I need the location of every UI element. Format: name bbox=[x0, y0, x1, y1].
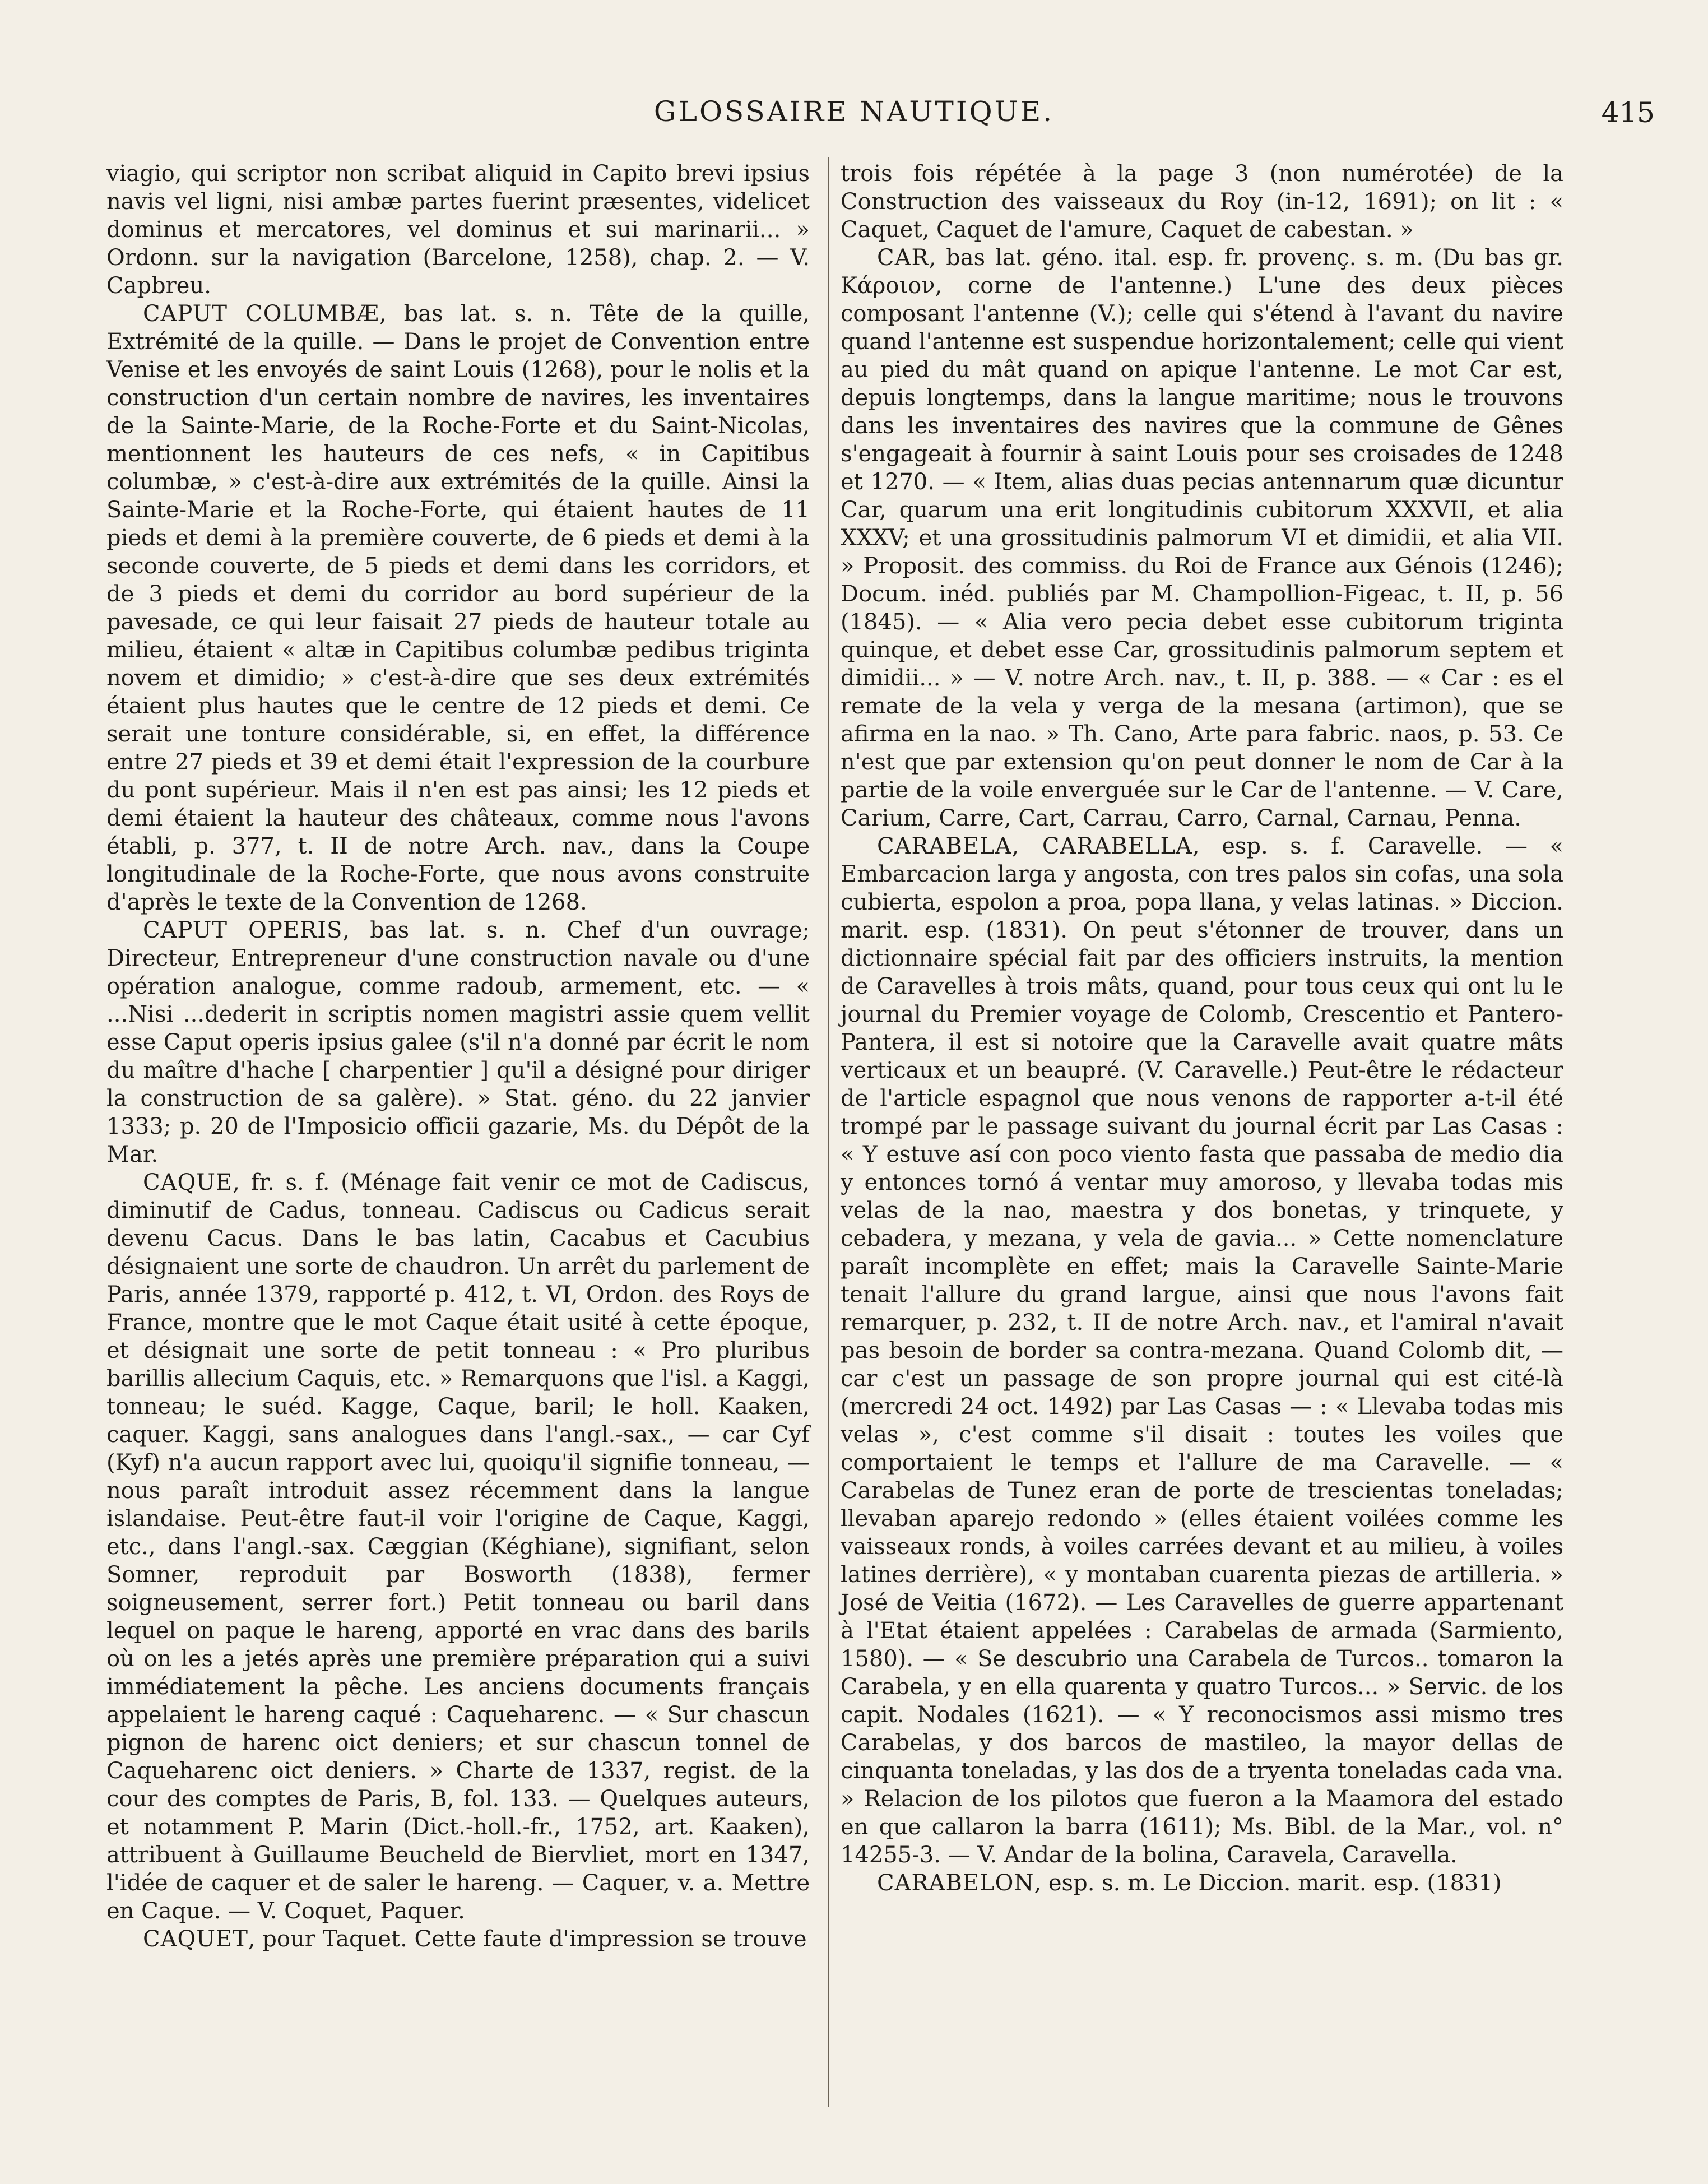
continuation-paragraph: viagio, qui scriptor non scribat aliquid in Capito brevi ipsius navis vel ligni, nisi ambæ partes fuerint præsentes, videlicet dominus et mercatores, vel dominus et sui marinarii... » Ordonn. sur la navigation (Barcelone, 1258), chap. 2. — V. Capbreu. bbox=[106, 161, 810, 299]
headword: CAQUE bbox=[143, 1170, 233, 1195]
headword: CARABELA, CARABELLA bbox=[877, 833, 1192, 859]
entry-text: , bas lat. s. n. Chef d'un ouvrage; Directeur, Entrepreneur d'une construction navale ou d'une opération analogue, comme radoub, armement, etc. — « ...Nisi ...dederit in scriptis nomen magistri assie quem vellit esse Caput operis ipsius galee (s'il n'a donné par écrit le nom du maître d'hache [ charpentier ] qu'il a désigné pour diriger la construction de sa galère). » Stat. géno. du 22 janvier 1333; p. 20 de l'Imposicio officii gazarie, Ms. du Dépôt de la Mar. bbox=[106, 917, 810, 1167]
right-column bbox=[841, 160, 1563, 1897]
running-head: GLOSSAIRE NAUTIQUE. bbox=[653, 95, 1055, 128]
entry-text: , pour Taquet. Cette faute d'impression se trouve bbox=[248, 1926, 807, 1952]
entry-car bbox=[841, 244, 1563, 832]
entry-text: , bas lat. s. n. Tête de la quille, Extrémité de la quille. — Dans le projet de Convention entre Venise et les envoyés de saint Louis (1268), pour le nolis et la construction d'un certain nombre de navires, les inventaires de la Sainte-Marie, de la Roche-Forte et du Saint-Nicolas, mentionnent les hauteurs de ces nefs, « in Capitibus columbæ, » c'est-à-dire aux extrémités de la quille. Ainsi la Sainte-Marie et la Roche-Forte, qui étaient hautes de 11 pieds et demi à la première couverte, de 6 pieds et demi à la seconde couverte, de 5 pieds et demi dans les corridors, et de 3 pieds et demi du corridor au bord supérieur de la pavesade, ce qui leur faisait 27 pieds de hauteur totale au milieu, étaient « altæ in Capitibus columbæ pedibus triginta novem et dimidio; » c'est-à-dire que ses deux extrémités étaient plus hautes que le centre de 12 pieds et demi. Ce serait une tonture considérable, si, en effet, la différence entre 27 pieds et 39 et demi était l'expression de la courbure du pont supérieur. Mais il n'en est pas ainsi; les 12 pieds et demi étaient la hauteur des châteaux, comme nous l'avons établi, p. 377, t. II de notre Arch. nav., dans la Coupe longitudinale de la Roche-Forte, que nous avons construite d'après le texte de la Convention de 1268. bbox=[106, 301, 810, 915]
left-column bbox=[106, 160, 810, 1953]
entry-text: , bas lat. géno. ital. esp. fr. provenç. s. m. (Du bas gr. Κάροιον, corne de l'antenne.) L'une des deux pièces composant l'antenne (V.); celle qui s'étend à l'avant du navire quand l'antenne est suspendue horizontalement; celle qui vient au pied du mât quand on apique l'antenne. Le mot Car est, depuis longtemps, dans la langue maritime; nous le trouvons dans les inventaires des navires que la commune de Gênes s'engageait à fournir à saint Louis pour ses croisades de 1248 et 1270. — « Item, alias duas pecias antennarum quæ dicuntur Car, quarum una erit longitudinis cubitorum XXXVII, et alia XXXV; et una grossitudinis palmorum VI et dimidii, et alia VII. » Proposit. des commiss. du Roi de France aux Génois (1246); Docum. inéd. publiés par M. Champollion-Figeac, t. II, p. 56 (1845). — « Alia vero pecia debet esse cubitorum triginta quinque, et debet esse Car, grossitudinis palmorum septem et dimidii... » — V. notre Arch. nav., t. II, p. 388. — « Car : es el remate de la vela y verga de la mesana (artimon), que se afirma en la nao. » Th. Cano, Arte para fabric. naos, p. 53. Ce n'est que par extension qu'on peut donner le nom de Car à la partie de la voile enverguée sur le Car de l'antenne. — V. Care, Carium, Carre, Cart, Carrau, Carro, Carnal, Carnau, Penna. bbox=[841, 245, 1563, 831]
entry-caquet bbox=[106, 1925, 810, 1953]
headword: CAQUET bbox=[143, 1926, 248, 1952]
entry-carabela bbox=[841, 832, 1563, 1869]
headword: CARABELON bbox=[877, 1870, 1034, 1896]
page-number: 415 bbox=[1601, 96, 1655, 129]
entry-carabelon bbox=[841, 1869, 1563, 1897]
entry-text: , esp. s. m. Le Diccion. marit. esp. (1831) bbox=[1034, 1870, 1502, 1896]
entry-caput-columbae bbox=[106, 300, 810, 916]
entry-text: , esp. s. f. Caravelle. — « Embarcacion larga y angosta, con tres palos sin cofas, una sola cubierta, espolon a proa, popa llana, y velas latinas. » Diccion. marit. esp. (1831). On peut s'étonner de trouver, dans un dictionnaire spécial fait par des officiers instruits, la mention de Caravelles à trois mâts, quand, pour tous ceux qui ont lu le journal du Premier voyage de Colomb, Crescentio et Pantero-Pantera, il est si notoire que la Caravelle avait quatre mâts verticaux et un beaupré. (V. Caravelle.) Peut-être le rédacteur de l'article espagnol que nous venons de rapporter a-t-il été trompé par le passage suivant du journal écrit par Las Casas : « Y estuve así con poco viento fasta que passaba de medio dia y entonces tornó á ventar muy amoroso, y llevaba todas mis velas de la nao, maestra y dos bonetas, y trinquete, y cebadera, y mezana, y vela de gavia... » Cette nomenclature paraît incomplète en effet; mais la Caravelle Sainte-Marie tenait l'allure du grand largue, ainsi que nous l'avons fait remarquer, p. 232, t. II de notre Arch. nav., et l'amiral n'avait pas besoin de border sa contra-mezana. Quand Colomb dit, — car c'est un passage de son propre journal qui est cité-là (mercredi 24 oct. 1492) par Las Casas — : « Llevaba todas mis velas », c'est comme s'il disait : toutes les voiles que comportaient le temps et l'allure de ma Caravelle. — « Carabelas de Tunez eran de porte de trescientas toneladas; llevaban aparejo redondo » (elles étaient voilées comme les vaisseaux ronds, à voiles carrées devant et au milieu, à voiles latines derrière), « y montaban cuarenta piezas de artilleria. » José de Veitia (1672). — Les Caravelles de guerre appartenant à l'Etat étaient appelées : Carabelas de armada (Sarmiento, 1580). — « Se descubrio una Carabela de Turcos.. tomaron la Carabela, y en ella quarenta y quatro Turcos... » Servic. de los capit. Nodales (1621). — « Y reconocismos assi mismo tres Carabelas, y dos barcos de mastileo, la mayor dellas de cinquanta toneladas, y las dos de a tryenta toneladas cada vna. » Relacion de los pilotos que fueron a la Maamora del estado en que callaron la barra (1611); Ms. Bibl. de la Mar., vol. n° 14255-3. — V. Andar de la bolina, Caravela, Caravella. bbox=[841, 833, 1563, 1868]
continuation-paragraph: trois fois répétée à la page 3 (non numérotée) de la Construction des vaisseaux du Roy (in-12, 1691); on lit : « Caquet, Caquet de l'amure, Caquet de cabestan. » bbox=[841, 161, 1563, 243]
entry-caque bbox=[106, 1168, 810, 1925]
entry-text: , fr. s. f. (Ménage fait venir ce mot de Cadiscus, diminutif de Cadus, tonneau. Cadiscus ou Cadicus serait devenu Cacus. Dans le bas latin, Cacabus et Cacubius désignaient une sorte de chaudron. Un arrêt du parlement de Paris, année 1379, rapporté p. 412, t. VI, Ordon. des Roys de France, montre que le mot Caque était usité à cette époque, et désignait une sorte de petit tonneau : « Pro pluribus barillis allecium Caquis, etc. » Remarquons que l'isl. a Kaggi, tonneau; le suéd. Kagge, Caque, baril; le holl. Kaaken, caquer. Kaggi, sans analogues dans l'angl.-sax., — car Cyf (Kyf) n'a aucun rapport avec lui, quoiqu'il signifie tonneau, — nous paraît introduit assez récemment dans la langue islandaise. Peut-être faut-il voir l'origine de Caque, Kaggi, etc., dans l'angl.-sax. Cæggian (Kéghiane), signifiant, selon Somner, reproduit par Bosworth (1838), fermer soigneusement, serrer fort.) Petit tonneau ou baril dans lequel on paque le hareng, apporté en vrac dans des barils où on les a jetés après une première préparation qui a suivi immédiatement la pêche. Les anciens documents français appelaient le hareng caqué : Caqueharenc. — « Sur chascun pignon de harenc oict deniers; et sur chascun tonnel de Caqueharenc oict deniers. » Charte de 1337, regist. de la cour des comptes de Paris, B, fol. 133. — Quelques auteurs, et notamment P. Marin (Dict.-holl.-fr., 1752, art. Kaaken), attribuent à Guillaume Beucheld de Biervliet, mort en 1347, l'idée de caquer et de saler le hareng. — Caquer, v. a. Mettre en Caque. — V. Coquet, Paquer. bbox=[106, 1170, 810, 1924]
headword: CAPUT COLUMBÆ bbox=[143, 301, 379, 327]
column-divider bbox=[828, 157, 829, 2107]
entry-caput-operis bbox=[106, 916, 810, 1168]
headword: CAPUT OPERIS bbox=[143, 917, 343, 943]
headword: CAR bbox=[877, 245, 929, 271]
